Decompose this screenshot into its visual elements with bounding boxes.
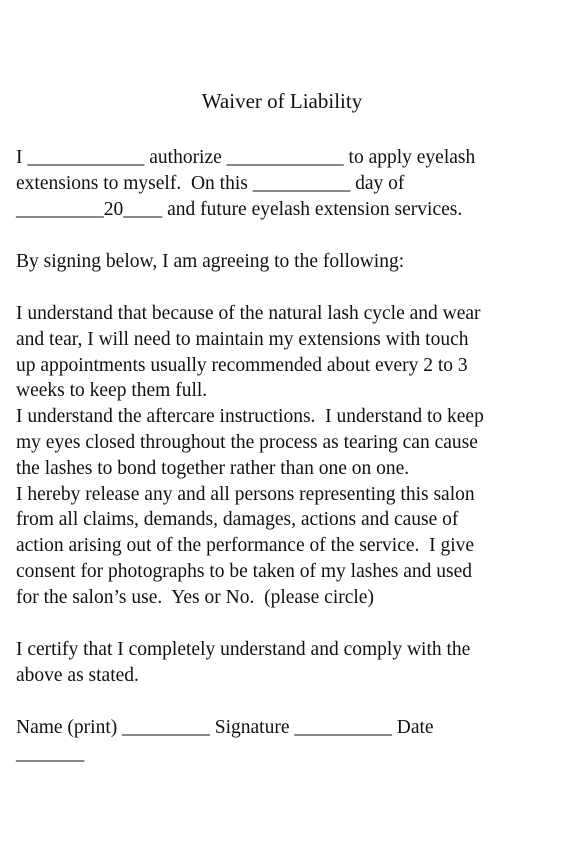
terms-line: I understand the aftercare instructions. I understand to keep (16, 406, 484, 428)
terms-paragraph (16, 301, 556, 611)
intro-line: I ____________ authorize ____________ to apply eyelash (16, 147, 476, 168)
certify-line: I certify that I completely understand and comply with the (16, 639, 471, 660)
terms-line: my eyes closed throughout the process as tearing can cause (16, 431, 478, 453)
terms-line: weeks to keep them full. (16, 380, 208, 402)
lead-in-paragraph (16, 249, 556, 275)
certify-line: above as stated. (16, 664, 139, 686)
terms-line: I understand that because of the natural lash cycle and wear (16, 303, 481, 324)
signature-line: Name (print) _________ Signature __________ Date (16, 717, 434, 738)
terms-line: and tear, I will need to maintain my extensions with touch (16, 328, 469, 350)
terms-line: consent for photographs to be taken of my lashes and used (16, 560, 472, 582)
terms-line: up appointments usually recommended about every 2 to 3 (16, 354, 468, 376)
signature-line: _______ (16, 742, 85, 764)
intro-line: extensions to myself. On this __________ day of (16, 172, 405, 194)
certify-paragraph (16, 637, 556, 689)
lead-in-text: By signing below, I am agreeing to the following: (16, 251, 405, 272)
intro-paragraph (16, 145, 556, 222)
terms-line: I hereby release any and all persons representing this salon (16, 483, 475, 505)
terms-line: from all claims, demands, damages, actions and cause of (16, 509, 459, 531)
intro-line: _________20____ and future eyelash extension services. (16, 198, 463, 220)
terms-line: the lashes to bond together rather than one on one. (16, 457, 410, 479)
terms-line: action arising out of the performance of the service. I give (16, 535, 475, 557)
signature-block (16, 715, 556, 767)
terms-line: for the salon’s use. Yes or No. (please circle) (16, 586, 374, 608)
document-title: Waiver of Liability (201, 89, 363, 113)
